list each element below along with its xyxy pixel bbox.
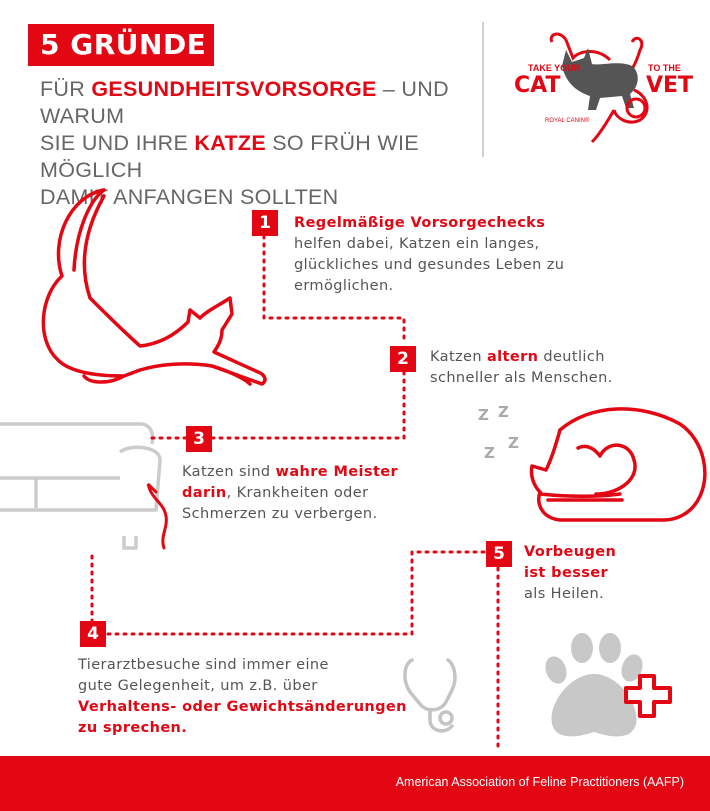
reason-5-number: 5	[486, 541, 512, 567]
sleeping-cat-icon	[531, 409, 704, 520]
reason-1-body: helfen dabei, Katzen ein langes, glückliches und gesundes Leben zu ermöglichen.	[294, 236, 565, 294]
z-letter-4: Z	[508, 434, 519, 452]
reason-4-number: 4	[80, 621, 106, 647]
logo-cat: CAT	[514, 73, 561, 98]
sleep-zs	[478, 403, 519, 462]
paw-icon	[542, 633, 646, 736]
reason-2-text: Katzen altern deutlich schneller als Menschen.	[430, 349, 613, 386]
logo-brand: ROYAL CANIN®	[545, 118, 590, 124]
take-your-cat-to-the-vet-logo	[514, 34, 693, 142]
logo-to-the: TO THE	[648, 63, 681, 73]
logo-vet: VET	[646, 73, 694, 98]
reason-3-text: Katzen sind wahre Meister darin, Krankheiten oder Schmerzen zu verbergen.	[182, 464, 399, 522]
z-letter-1: Z	[478, 406, 489, 424]
reason-4-text: Tierarztbesuche sind immer eine gute Gelegenheit, um z.B. über Verhaltens- oder Gewichtsänderungen zu sprechen.	[78, 657, 407, 736]
subtitle-line-3: DAMIT ANFANGEN SOLLTEN	[40, 185, 339, 209]
cat-logo-icon	[551, 34, 647, 142]
page-title: 5 GRÜNDE	[40, 28, 207, 61]
reason-3-number: 3	[186, 426, 212, 452]
reason-1-number: 1	[252, 210, 278, 236]
z-letter-2: Z	[498, 403, 509, 421]
reason-1-bold: Regelmäßige Vorsorgechecks	[294, 215, 546, 231]
reason-2-number: 2	[390, 346, 416, 372]
subtitle-line-1: FÜR GESUNDHEITSVORSORGE – UND WARUM	[40, 77, 449, 128]
stretching-cat-icon	[43, 190, 265, 384]
logo-take-your: TAKE YOUR	[528, 63, 581, 73]
sofa-icon	[0, 424, 160, 548]
z-letter-3: Z	[484, 444, 495, 462]
subtitle-line-2: SIE UND IHRE KATZE SO FRÜH WIE MÖGLICH	[40, 131, 419, 182]
reason-5-text: Vorbeugen ist besser als Heilen.	[524, 544, 617, 602]
reason-1-text	[294, 213, 584, 297]
footer-source: American Association of Feline Practitioners (AAFP)	[395, 775, 684, 789]
